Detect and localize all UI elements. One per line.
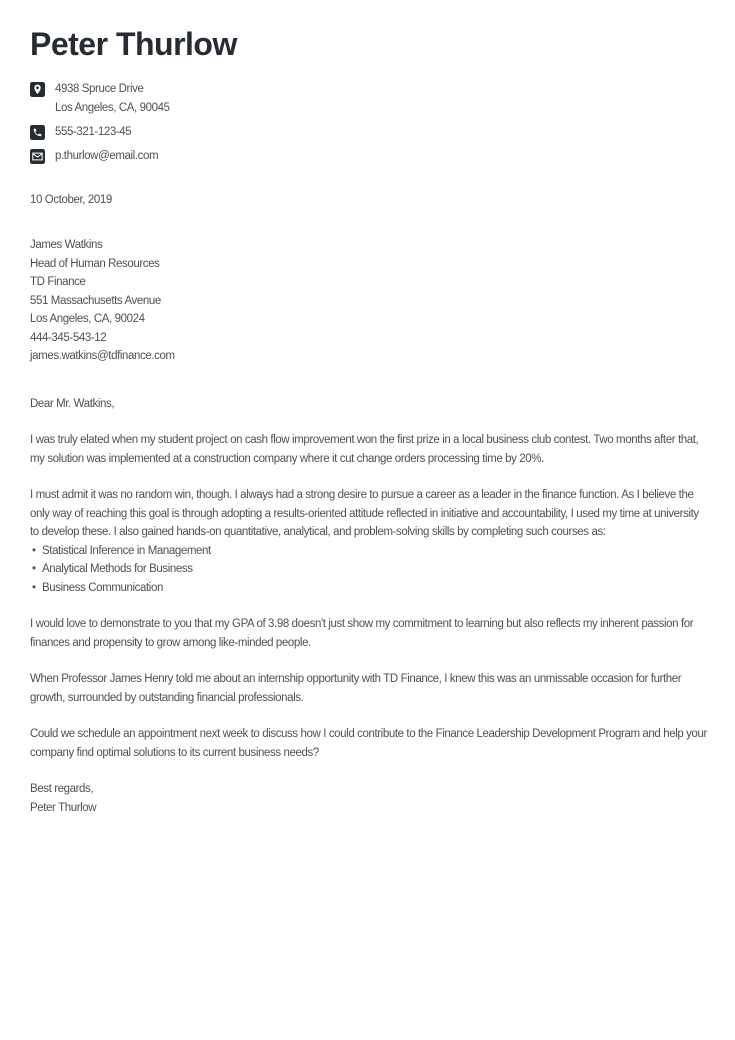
address-line-1: 4938 Spruce Drive [55, 82, 144, 95]
letter-date: 10 October, 2019 [30, 193, 112, 206]
signoff-block [30, 780, 710, 817]
list-item: • Statistical Inference in Management [30, 542, 710, 561]
email-address: p.thurlow@email.com [55, 149, 159, 162]
list-item: • Analytical Methods for Business [30, 560, 710, 579]
location-pin-icon [30, 82, 45, 97]
recipient-block [30, 236, 710, 366]
address-line-2: Los Angeles, CA, 90045 [55, 101, 170, 114]
contact-phone-row [30, 123, 710, 142]
envelope-icon [30, 149, 45, 164]
paragraph-skills: I must admit it was no random win, though. I always had a strong desire to pursue a career as a leader in the finance function. As I believe the only way of reaching this goal is through adopting a results-oriented attitude reflected in initiative and accountability, I used my time at university to develop these. I also gained hands-on quantitative, analytical, and problem-solving skills by completing such courses as: [30, 489, 699, 539]
address-text [55, 80, 170, 118]
signature-name: Peter Thurlow [30, 801, 97, 814]
list-item: • Business Communication [30, 579, 710, 598]
recipient-street: 551 Massachusetts Avenue [30, 294, 161, 307]
recipient-email: james.watkins@tdfinance.com [30, 350, 175, 363]
email-text [55, 147, 158, 166]
paragraph-closing: Could we schedule an appointment next week to discuss how I could contribute to the Finance Leadership Development Program and help your company find optimal solutions to its current business needs? [30, 728, 707, 759]
contact-address-row [30, 80, 710, 118]
phone-text [55, 123, 131, 142]
course-list [30, 542, 710, 598]
recipient-title: Head of Human Resources [30, 257, 160, 270]
recipient-city: Los Angeles, CA, 90024 [30, 313, 145, 326]
paragraph-gpa: I would love to demonstrate to you that my GPA of 3.98 doesn't just show my commitment to learning but also reflects my inherent passion for finances and propensity to grow among like-minded people. [30, 618, 694, 649]
phone-number: 555-321-123-45 [55, 125, 132, 138]
recipient-company: TD Finance [30, 276, 86, 289]
contact-block [30, 80, 710, 166]
recipient-name: James Watkins [30, 239, 103, 252]
salutation: Dear Mr. Watkins, [30, 397, 115, 410]
page-title: Peter Thurlow [30, 26, 237, 62]
phone-icon [30, 125, 45, 140]
paragraph-intro: I was truly elated when my student project on cash flow improvement won the first prize in a local business club contest. Two months after that, my solution was implemented at a construction company where it cut change orders processing time by 20%. [30, 434, 699, 465]
paragraph-internship: When Professor James Henry told me about an internship opportunity with TD Finance, I knew this was an unmissable occasion for further growth, surrounded by outstanding financial professionals. [30, 673, 682, 704]
recipient-phone: 444-345-543-12 [30, 331, 107, 344]
letter-body [30, 395, 710, 818]
contact-email-row [30, 147, 710, 166]
signoff-text: Best regards, [30, 783, 94, 796]
